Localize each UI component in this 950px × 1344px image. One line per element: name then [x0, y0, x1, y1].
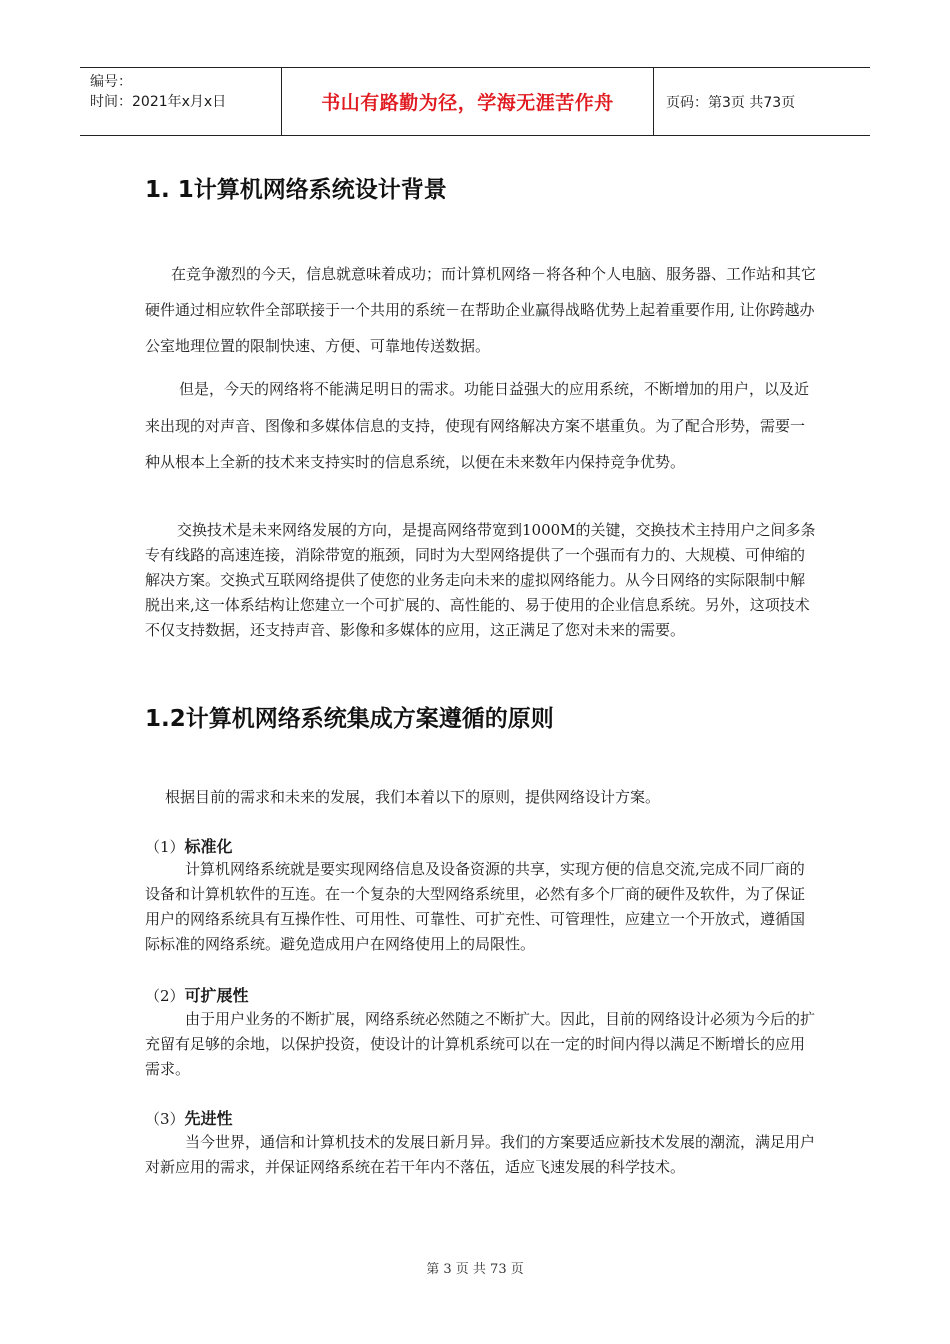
page-footer: 第 3 页 共 73 页: [426, 1262, 524, 1277]
header-page-info: 页码：第3页 共73页: [666, 94, 796, 111]
header-meta: [80, 68, 281, 135]
section-2-intro: 根据目前的需求和未来的发展，我们本着以下的原则，提供网络设计方案。: [165, 788, 661, 806]
number-label: 编号：: [90, 74, 132, 90]
principle-3-heading: [145, 1106, 233, 1129]
principle-1-heading: [145, 834, 233, 857]
header-motto: 书山有路勤为径，学海无涯苦作舟: [281, 68, 654, 135]
section-1-paragraph-2: 但是，今天的网络将不能满足明日的需求。功能日益强大的应用系统，不断增加的用户，以及近来出现的对声音、图像和多媒体信息的支持，使现有网络解决方案不堪重负。为了配合形势，需要一种从根本上全新的技术来支持实时的信息系统，以便在未来数年内保持竞争优势。: [145, 380, 810, 471]
section-1-paragraph-1: 在竞争激烈的今天，信息就意味着成功；而计算机网络－将各种个人电脑、服务器、工作站和其它硬件通过相应软件全部联接于一个共用的系统－在帮助企业赢得战略优势上起着重要作用, 让你跨越办公室地理位置的限制快速、方便、可靠地传送数据。: [145, 265, 817, 355]
principle-3-number: （3）: [145, 1110, 185, 1128]
principle-1-number: （1）: [145, 838, 185, 856]
principle-3-text: 当今世界，通信和计算机技术的发展日新月异。我们的方案要适应新技术发展的潮流，满足用户对新应用的需求，并保证网络系统在若干年内不落伍，适应飞速发展的科学技术。: [145, 1133, 816, 1176]
principle-2-number: （2）: [145, 987, 185, 1005]
page-header: [80, 67, 870, 136]
section-1-paragraph-3: 交换技术是未来网络发展的方向，是提高网络带宽到1000M的关键，交换技术主持用户之间多条专有线路的高速连接，消除带宽的瓶颈，同时为大型网络提供了一个强而有力的、大规模、可伸缩的解决方案。交换式互联网络提供了使您的业务走向未来的虚拟网络能力。从今日网络的实际限制中解脱出来,这一体系结构让您建立一个可扩展的、高性能的、易于使用的企业信息系统。另外，这项技术不仅支持数据，还支持声音、影像和多媒体的应用，这正满足了您对未来的需要。: [145, 521, 816, 639]
principle-1-text: 计算机网络系统就是要实现网络信息及设备资源的共享，实现方便的信息交流,完成不同厂商的设备和计算机软件的互连。在一个复杂的大型网络系统里，必然有多个厂商的硬件及软件，为了保证用户的网络系统具有互操作性、可用性、可靠性、可扩充性、可管理性，应建立一个开放式，遵循国际标准的网络系统。避免造成用户在网络使用上的局限性。: [145, 860, 806, 953]
principle-3-title: 先进性: [184, 1109, 233, 1128]
principle-2-text: 由于用户业务的不断扩展，网络系统必然随之不断扩大。因此，目前的网络设计必须为今后的扩充留有足够的余地，以保护投资，使设计的计算机系统可以在一定的时间内得以满足不断增长的应用需求。: [145, 1010, 816, 1078]
principle-2-title: 可扩展性: [184, 986, 249, 1005]
principle-2-heading: [145, 983, 249, 1006]
section-1-heading: 1. 1计算机网络系统设计背景: [145, 177, 447, 203]
principle-1-title: 标准化: [184, 837, 233, 856]
time-label: 时间：2021年x月x日: [90, 94, 227, 110]
section-2-heading: 1.2计算机网络系统集成方案遵循的原则: [145, 706, 554, 732]
